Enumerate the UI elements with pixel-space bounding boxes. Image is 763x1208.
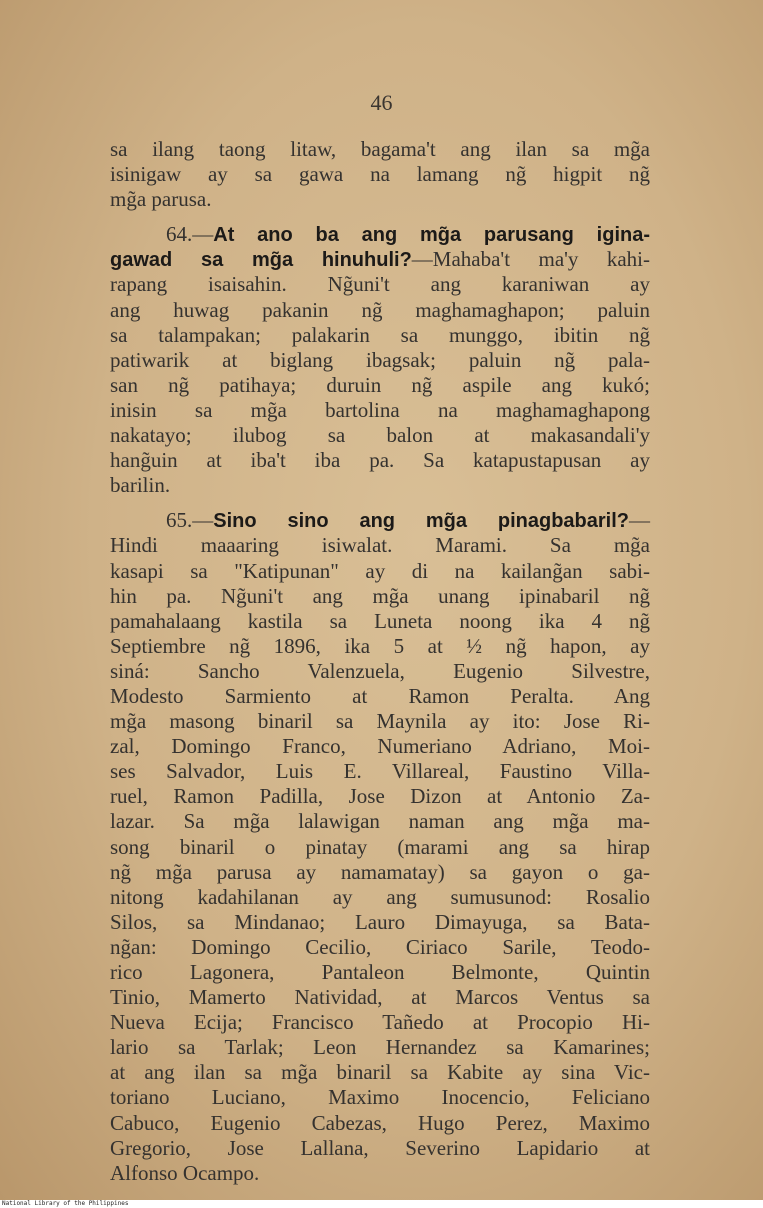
library-credit: National Library of the Philippines bbox=[0, 1200, 763, 1208]
paragraph-65-line: lazar. Sa mg̃a lalawigan naman ang mg̃a ma- bbox=[110, 809, 650, 834]
question-heading: At ano ba ang mg̃a parusang igina- bbox=[213, 224, 650, 247]
paragraph-65-line: siná: Sancho Valenzuela, Eugenio Silvestre, bbox=[110, 658, 650, 683]
paragraph-64-line: nakatayo; ilubog sa balon at makasandali'y bbox=[110, 423, 650, 448]
paragraph-65-line: at ang ilan sa mg̃a binaril sa Kabite ay sina Vic- bbox=[110, 1060, 650, 1085]
paragraph-64 bbox=[110, 222, 650, 498]
paragraph-64-line: hang̃uin at iba't iba pa. Sa katapustapusan ay bbox=[110, 448, 650, 473]
paragraph-65-first-line bbox=[110, 508, 650, 533]
dash: — bbox=[629, 508, 650, 533]
question-number: 64.— bbox=[166, 222, 214, 247]
paragraph-65-line: Tinio, Mamerto Natividad, at Marcos Ventus sa bbox=[110, 985, 650, 1010]
paragraph-65-line: Modesto Sarmiento at Ramon Peralta. Ang bbox=[110, 683, 650, 708]
body-text bbox=[110, 137, 650, 1186]
paragraph-64-second-line bbox=[110, 247, 650, 272]
paragraph-65-line: hin pa. Ng̃uni't ang mg̃a unang ipinabaril ng̃ bbox=[110, 583, 650, 608]
paragraph-65-line: mg̃a masong binaril sa Maynila ay ito: Jose Ri- bbox=[110, 709, 650, 734]
paragraph-65-line: ruel, Ramon Padilla, Jose Dizon at Antonio Za- bbox=[110, 784, 650, 809]
paragraph-64-line: patiwarik at biglang ibagsak; paluin ng̃ pala- bbox=[110, 347, 650, 372]
paragraph-65-line: kasapi sa "Katipunan" ay di na kailang̃an sabi- bbox=[110, 558, 650, 583]
paragraph-64-first-line bbox=[110, 222, 650, 247]
page-number: 46 bbox=[370, 90, 393, 115]
paragraph-1 bbox=[110, 137, 650, 212]
paragraph-65-line: ng̃ mg̃a parusa ay namamatay) sa gayon o ga- bbox=[110, 859, 650, 884]
paragraph-1-line: mg̃a parusa. bbox=[110, 187, 212, 212]
answer-start: —Mahaba't ma'y kahi- bbox=[411, 247, 650, 272]
paragraph-65-line: ses Salvador, Luis E. Villareal, Faustino Villa- bbox=[110, 759, 650, 784]
paragraph-65-line: toriano Luciano, Maximo Inocencio, Feliciano bbox=[110, 1085, 650, 1110]
paragraph-65-line: Hindi maaaring isiwalat. Marami. Sa mg̃a bbox=[110, 533, 650, 558]
paragraph-64-line: sa talampakan; palakarin sa munggo, ibitin ng̃ bbox=[110, 322, 650, 347]
paragraph-65-line: ng̃an: Domingo Cecilio, Ciriaco Sarile, Teodo- bbox=[110, 934, 650, 959]
paragraph-65-line: Alfonso Ocampo. bbox=[110, 1160, 260, 1185]
paragraph-65-line: nitong kadahilanan ay ang sumusunod: Rosalio bbox=[110, 884, 650, 909]
paragraph-64-line: barilin. bbox=[110, 473, 171, 498]
paragraph-65-line: pamahalaang kastila sa Luneta noong ika 4 ng̃ bbox=[110, 608, 650, 633]
paragraph-64-line: san ng̃ patihaya; duruin ng̃ aspile ang kukó; bbox=[110, 372, 650, 397]
paragraph-65-line: song binaril o pinatay (marami ang sa hirap bbox=[110, 834, 650, 859]
paragraph-65-line: Septiembre ng̃ 1896, ika 5 at ½ ng̃ hapon, ay bbox=[110, 633, 650, 658]
paragraph-65-line: lario sa Tarlak; Leon Hernandez sa Kamarines; bbox=[110, 1035, 650, 1060]
paragraph-64-line: ang huwag pakanin ng̃ maghamaghapon; paluin bbox=[110, 297, 650, 322]
paragraph-65-line: Gregorio, Jose Lallana, Severino Lapidario at bbox=[110, 1135, 650, 1160]
question-heading: Sino sino ang mg̃a pinagbabaril? bbox=[213, 510, 629, 533]
paragraph-65-line: rico Lagonera, Pantaleon Belmonte, Quintin bbox=[110, 960, 650, 984]
question-heading-cont: gawad sa mg̃a hinuhuli? bbox=[110, 249, 412, 272]
paragraph-65-line: Nueva Ecija; Francisco Tañedo at Procopio Hi- bbox=[110, 1010, 650, 1035]
paragraph-1-line: sa ilang taong litaw, bagama't ang ilan sa mg̃a bbox=[110, 137, 650, 161]
paragraph-64-line: rapang isaisahin. Ng̃uni't ang karaniwan ay bbox=[110, 272, 650, 297]
paragraph-65-line: Cabuco, Eugenio Cabezas, Hugo Perez, Maximo bbox=[110, 1110, 650, 1135]
paragraph-65-line: zal, Domingo Franco, Numeriano Adriano, Moi- bbox=[110, 734, 650, 759]
paragraph-1-line: isinigaw ay sa gawa na lamang ng̃ higpit ng̃ bbox=[110, 162, 650, 187]
paragraph-65-line: Silos, sa Mindanao; Lauro Dimayuga, sa Bata- bbox=[110, 909, 650, 934]
paragraph-65 bbox=[110, 508, 650, 1186]
question-number: 65.— bbox=[166, 508, 214, 533]
paragraph-64-line: inisin sa mg̃a bartolina na maghamaghapong bbox=[110, 397, 650, 422]
